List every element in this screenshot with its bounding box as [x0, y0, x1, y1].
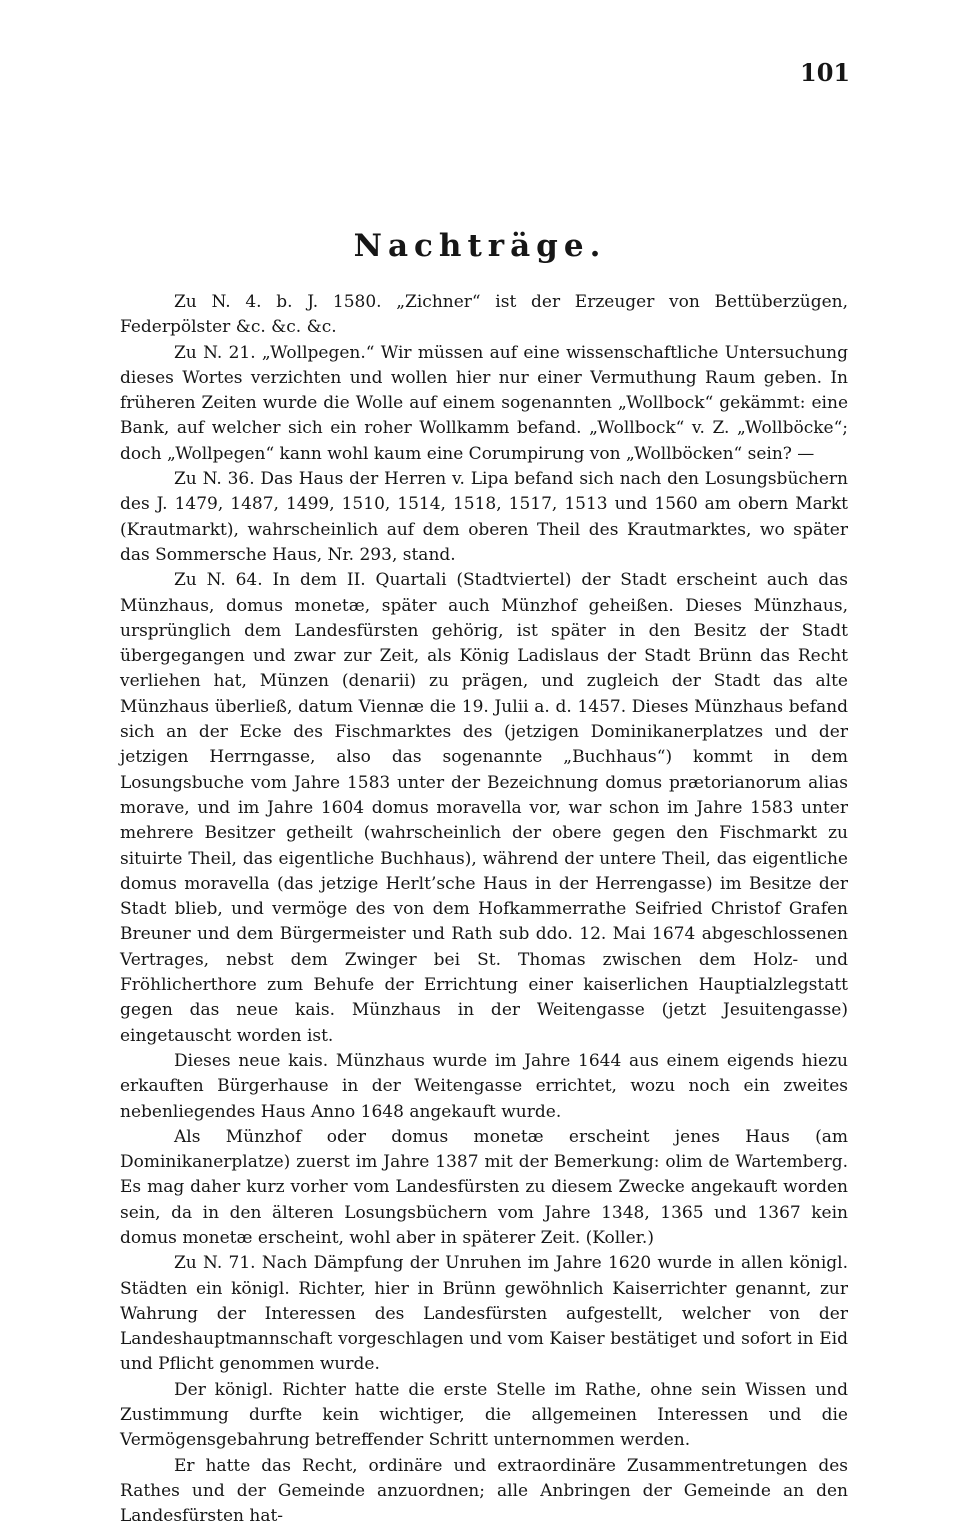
page-number: 101 — [800, 58, 851, 87]
paragraph-neues-muenzhaus: Dieses neue kais. Münzhaus wurde im Jahre 1644 aus einem eigends hiezu erkauften Bürgerhause in der Weitengasse errichtet, wozu noch ein zweites nebenliegendes Haus Anno 1648 angekauft wurde. — [120, 1050, 848, 1122]
paragraph-zu-n-64: Zu N. 64. In dem II. Quartali (Stadtviertel) der Stadt erscheint auch das Münzhaus, domus monetæ, später auch Münzhof geheißen. Dieses Münzhaus, ursprünglich dem Landesfürsten gehörig, ist später in den Besitz der Stadt übergegangen und zwar zur Zeit, als König Ladislaus der Stadt Brünn das Recht verliehen hat, Münzen (denarii) zu prägen, und zugleich der Stadt das alte Münzhaus überließ, datum Viennæ die 19. Julii a. d. 1457. Dieses Münzhaus befand sich an der Ecke des Fischmarktes des (jetzigen Dominikanerplatzes und der jetzigen Herrngasse, also das sogenannte „Buchhaus“) kommt in dem Losungsbuche vom Jahre 1583 unter der Bezeichnung domus prætorianorum alias morave, und im Jahre 1604 domus moravella vor, war schon im Jahre 1583 unter mehrere Besitzer getheilt (wahrscheinlich der obere gegen den Fischmarkt zu situirte Theil, das eigentliche Buchhaus), während der untere Theil, das eigentliche domus moravella (das jetzige Herlt’sche Haus in der Herrengasse) im Besitze der Stadt blieb, und vermöge des von dem Hofkammerrathe Seifried Christof Grafen Breuner und dem Bürgermeister und Rath sub ddo. 12. Mai 1674 abgeschlossenen Vertrages, nebst dem Zwinger bei St. Thomas zwischen dem Holz- und Fröhlicherthore zum Behufe der Errichtung einer kaiserlichen Hauptialzlegstatt gegen das neue kais. Münzhaus in der Weitengasse (jetzt Jesuitengasse) eingetauscht worden ist. — [120, 570, 848, 1046]
page-title: Nachträge. — [353, 228, 607, 264]
paragraph-zu-n-4: Zu N. 4. b. J. 1580. „Zichner“ ist der Erzeuger von Bettüberzügen, Federpölster &c. &c. &c. — [120, 292, 848, 338]
paragraph-koenigl-richter: Der königl. Richter hatte die erste Stelle im Rathe, ohne sein Wissen und Zustimmung durfte kein wichtiger, die allgemeinen Interessen und die Vermögensgebahrung betreffender Schritt unternommen werden. — [120, 1379, 848, 1451]
paragraph-zu-n-36: Zu N. 36. Das Haus der Herren v. Lipa befand sich nach den Losungsbüchern des J. 1479, 1487, 1499, 1510, 1514, 1518, 1517, 1513 und 1560 am obern Markt (Krautmarkt), wahrscheinlich auf dem oberen Theil des Krautmarktes, wo später das Sommersche Haus, Nr. 293, stand. — [120, 469, 848, 565]
body-text — [120, 290, 848, 1530]
paragraph-zu-n-71: Zu N. 71. Nach Dämpfung der Unruhen im Jahre 1620 wurde in allen königl. Städten ein königl. Richter, hier in Brünn gewöhnlich Kaiserrichter genannt, zur Wahrung der Interessen des Landesfürsten aufgestellt, welcher von der Landeshauptmannschaft vorgeschlagen und vom Kaiser bestätiget und sofort in Eid und Pflicht genommen wurde. — [120, 1253, 848, 1375]
paragraph-muenzhof: Als Münzhof oder domus monetæ erscheint jenes Haus (am Dominikanerplatze) zuerst im Jahre 1387 mit der Bemerkung: olim de Wartemberg. Es mag daher kurz vorher vom Landesfürsten zu diesem Zwecke angekauft worden sein, da in den älteren Losungsbüchern vom Jahre 1348, 1365 und 1367 kein domus monetæ erscheint, wohl aber in späterer Zeit. (Koller.) — [120, 1126, 848, 1248]
paragraph-zu-n-21: Zu N. 21. „Wollpegen.“ Wir müssen auf eine wissenschaftliche Untersuchung dieses Wortes verzichten und wollen hier nur einer Vermuthung Raum geben. In früheren Zeiten wurde die Wolle auf einem sogenannten „Wollbock“ gekämmt: eine Bank, auf welcher sich ein roher Wollkamm befand. „Wollbock“ v. Z. „Wollböcke“; doch „Wollpegen“ kann wohl kaum eine Corumpirung von „Wollböcken“ sein? — — [120, 342, 848, 464]
paragraph-recht-zusammentretungen: Er hatte das Recht, ordinäre und extraordinäre Zusammentretungen des Rathes und der Gemeinde anzuordnen; alle Anbringen der Gemeinde an den Landesfürsten hat- — [120, 1455, 848, 1527]
